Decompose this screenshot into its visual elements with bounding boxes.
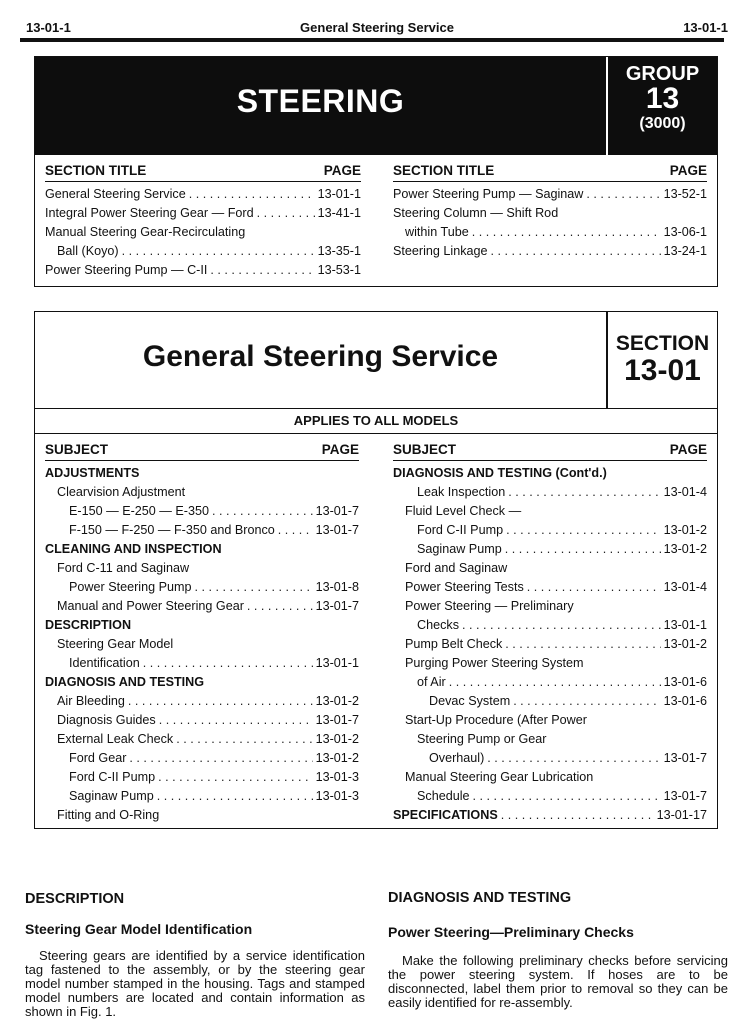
section-label: SECTION — [615, 332, 710, 355]
toc-heading: CLEANING AND INSPECTION — [45, 542, 222, 556]
toc-entry: Steering Pump or Gear — [417, 732, 547, 746]
toc-entry[interactable]: Power Steering Pump — C-II . . . 13-53-1 — [45, 261, 361, 280]
model-identification-subheading: Steering Gear Model Identification — [25, 921, 253, 937]
toc-heading: DESCRIPTION — [45, 618, 132, 632]
preliminary-checks-subheading: Power Steering—Preliminary Checks — [388, 924, 634, 940]
description-paragraph: Steering gears are identified by a service identification tag fastened to the assembly, or by the steering gear model number stamped in the housing. Tags and stamped model numbers are located and contain information as shown in Fig. 1. — [25, 948, 365, 1019]
group-banner — [35, 57, 717, 155]
toc-header — [393, 161, 707, 182]
toc-header-page: PAGE — [323, 163, 361, 178]
applies-banner: APPLIES TO ALL MODELS — [35, 409, 717, 434]
toc-entry[interactable]: Integral Power Steering Gear — Ford . . . 13-41-1 — [45, 204, 361, 223]
toc-entry[interactable]: SPECIFICATIONS . . . 13-01-17 — [393, 806, 707, 825]
toc-entry[interactable]: External Leak Check . . . 13-01-2 — [45, 730, 359, 749]
group-toc-left — [45, 161, 361, 280]
toc-entry[interactable]: Power Steering Pump . . . 13-01-8 — [45, 578, 359, 597]
page-number-left: 13-01-1 — [26, 20, 71, 35]
group-code: (3000) — [639, 115, 686, 132]
toc-entry[interactable]: E-150 — E-250 — E-350 . . . 13-01-7 — [45, 502, 359, 521]
section-toc-left — [45, 440, 359, 825]
toc-header-page: PAGE — [669, 163, 707, 178]
toc-entry[interactable]: Ford C-II Pump . . . 13-01-2 — [393, 521, 707, 540]
toc-entry: Fitting and O-Ring — [57, 808, 160, 822]
toc-entry: Steering Gear Model — [57, 637, 174, 651]
toc-entry[interactable]: Saginaw Pump . . . 13-01-2 — [393, 540, 707, 559]
toc-entry: Ford C-11 and Saginaw — [57, 561, 190, 575]
toc-entry[interactable]: Diagnosis Guides . . . 13-01-7 — [45, 711, 359, 730]
toc-entry[interactable]: Manual and Power Steering Gear . . . 13-01-7 — [45, 597, 359, 616]
toc-entry[interactable]: Ball (Koyo) . . . 13-35-1 — [45, 242, 361, 261]
toc-entry[interactable]: of Air . . . 13-01-6 — [393, 673, 707, 692]
section-id — [608, 332, 717, 386]
section-box — [34, 311, 718, 829]
group-box — [34, 56, 718, 287]
toc-header — [45, 440, 359, 461]
toc-heading: DIAGNOSIS AND TESTING — [45, 675, 205, 689]
section-header — [35, 312, 717, 409]
toc-entry[interactable]: Identification . . . 13-01-1 — [45, 654, 359, 673]
group-label: GROUP — [625, 63, 700, 85]
toc-entry[interactable]: within Tube . . . 13-06-1 — [393, 223, 707, 242]
toc-entry[interactable]: Leak Inspection . . . 13-01-4 — [393, 483, 707, 502]
toc-header — [393, 440, 707, 461]
toc-header-subject: SUBJECT — [393, 442, 457, 457]
group-id — [608, 63, 717, 135]
toc-entry: Manual Steering Gear-Recirculating — [45, 225, 246, 239]
toc-entry[interactable]: Devac System . . . 13-01-6 — [393, 692, 707, 711]
toc-entry[interactable]: Pump Belt Check . . . 13-01-2 — [393, 635, 707, 654]
group-number: 13 — [645, 82, 680, 115]
preliminary-checks-paragraph: Make the following preliminary checks before servicing the power steering system. If hoses are to be disconnected, label them prior to removal so they can be easily identified for re-assembly. — [388, 953, 728, 1010]
toc-entry[interactable]: Steering Linkage . . . 13-24-1 — [393, 242, 707, 261]
toc-header — [45, 161, 361, 182]
toc-entry: Power Steering — Preliminary — [405, 599, 574, 613]
toc-heading: ADJUSTMENTS — [45, 466, 140, 480]
group-title: STEERING — [236, 83, 405, 119]
section-toc-right — [393, 440, 707, 825]
toc-entry: Steering Column — Shift Rod — [393, 206, 559, 220]
page-number-right: 13-01-1 — [683, 20, 728, 35]
toc-entry: Fluid Level Check — — [405, 504, 522, 518]
toc-entry[interactable]: Power Steering Pump — Saginaw . . . 13-52-1 — [393, 185, 707, 204]
toc-header-page: PAGE — [321, 442, 359, 457]
toc-entry[interactable]: Air Bleeding . . . 13-01-2 — [45, 692, 359, 711]
toc-entry[interactable]: Power Steering Tests . . . 13-01-4 — [393, 578, 707, 597]
toc-entry: Purging Power Steering System — [405, 656, 584, 670]
toc-entry[interactable]: Schedule . . . 13-01-7 — [393, 787, 707, 806]
toc-entry: Manual Steering Gear Lubrication — [405, 770, 594, 784]
toc-entry: Clearvision Adjustment — [57, 485, 186, 499]
toc-entry[interactable]: General Steering Service . . . 13-01-1 — [45, 185, 361, 204]
toc-entry[interactable]: Ford Gear . . . 13-01-2 — [45, 749, 359, 768]
section-number: 13-01 — [624, 354, 701, 387]
toc-entry[interactable]: Ford C-II Pump . . . 13-01-3 — [45, 768, 359, 787]
toc-entry: Start-Up Procedure (After Power — [405, 713, 587, 727]
description-heading: DESCRIPTION — [25, 891, 125, 907]
toc-entry[interactable]: F-150 — F-250 — F-350 and Bronco . . . 13-01-7 — [45, 521, 359, 540]
toc-header-page: PAGE — [669, 442, 707, 457]
running-title: General Steering Service — [300, 20, 454, 35]
toc-header-title: SECTION TITLE — [393, 163, 495, 178]
toc-entry[interactable]: Saginaw Pump . . . 13-01-3 — [45, 787, 359, 806]
body-right-column — [388, 890, 728, 1010]
toc-heading: DIAGNOSIS AND TESTING (Cont'd.) — [393, 466, 607, 480]
body-left-column — [25, 891, 365, 1019]
group-toc-right — [393, 161, 707, 261]
toc-entry[interactable]: Checks . . . 13-01-1 — [393, 616, 707, 635]
toc-entry[interactable]: Overhaul) . . . 13-01-7 — [393, 749, 707, 768]
toc-header-title: SECTION TITLE — [45, 163, 147, 178]
toc-entry: Ford and Saginaw — [405, 561, 508, 575]
toc-header-subject: SUBJECT — [45, 442, 109, 457]
diagnosis-heading: DIAGNOSIS AND TESTING — [388, 890, 572, 906]
header-rule — [20, 38, 724, 42]
section-title: General Steering Service — [142, 340, 499, 373]
running-header — [26, 18, 728, 38]
